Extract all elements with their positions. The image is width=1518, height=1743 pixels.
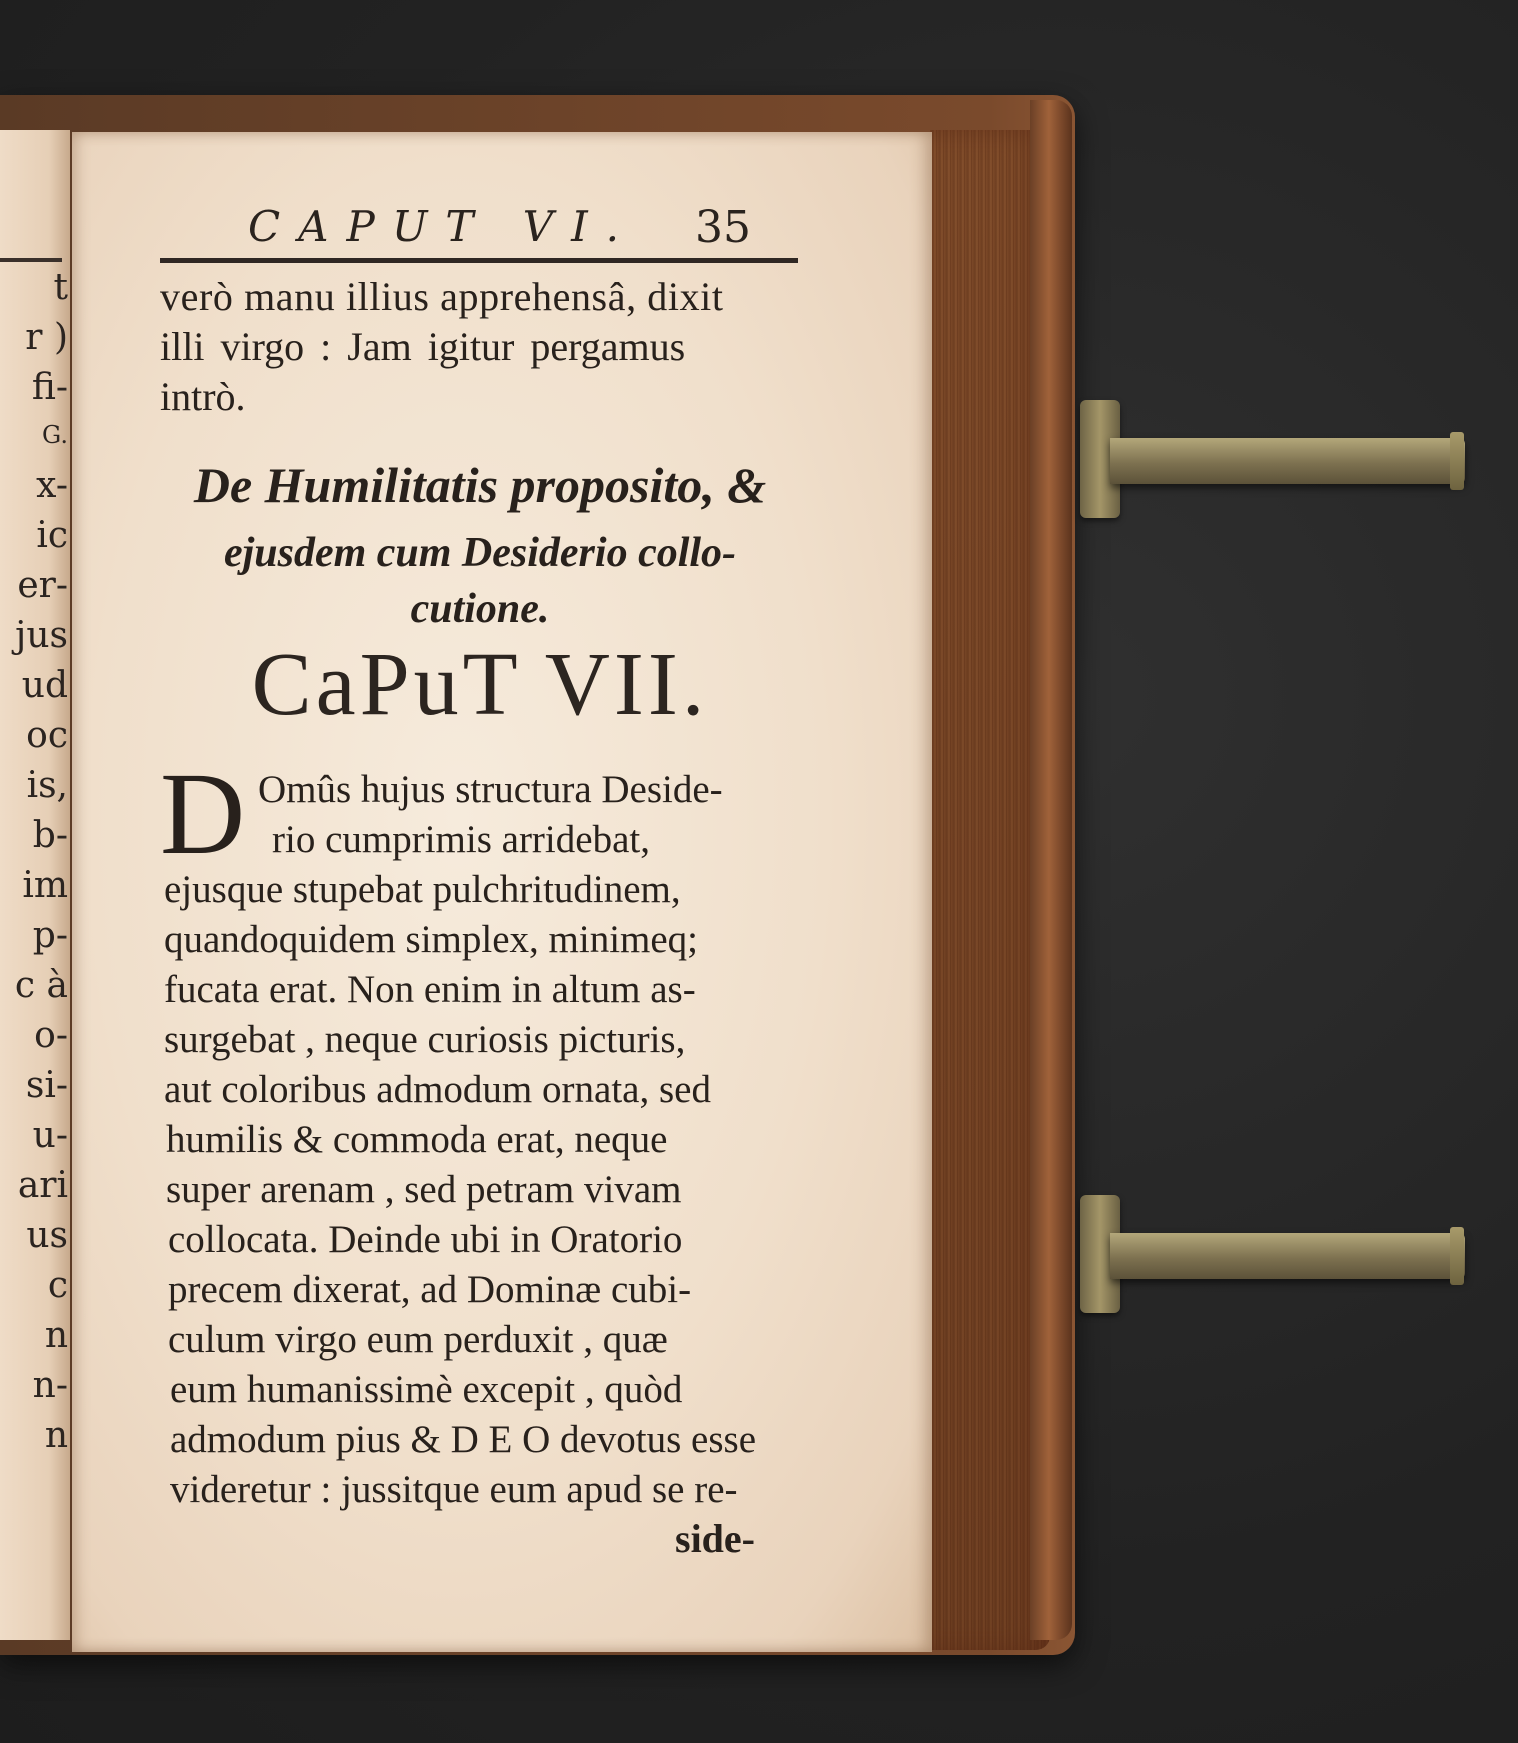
body-line: ejusque stupebat pulchritudinem, — [164, 868, 681, 911]
book-fore-edge-binding — [1030, 100, 1072, 1640]
head-rule — [160, 258, 798, 263]
left-fragment: b- — [32, 815, 68, 856]
body-line: fucata erat. Non enim in altum as- — [164, 968, 696, 1011]
chapter-title-line: ejusdem cum Desiderio collo- — [223, 530, 737, 576]
clasp-bar — [1110, 438, 1465, 484]
left-fragment: fi- — [31, 367, 68, 408]
body-line: culum virgo eum perduxit , quæ — [168, 1318, 668, 1361]
left-fragment: o- — [34, 1015, 68, 1056]
left-fragment: oc — [26, 715, 68, 756]
left-fragment: ic — [36, 515, 68, 556]
left-fragment: n — [44, 1415, 68, 1456]
chapter-title-line: cutione. — [410, 586, 550, 632]
left-fragment: t — [53, 267, 68, 308]
body-line: quandoquidem simplex, minimeq; — [164, 918, 699, 961]
clasp-tip — [1450, 1227, 1464, 1285]
left-fragment: p- — [32, 915, 68, 956]
left-fragment: c à — [14, 965, 68, 1006]
left-fragment: u- — [32, 1115, 68, 1156]
left-fragment: si- — [25, 1065, 68, 1106]
drop-cap: D — [160, 748, 246, 879]
body-line: surgebat , neque curiosis picturis, — [164, 1018, 686, 1061]
clasp-tip — [1450, 432, 1464, 490]
left-fragment: c — [47, 1265, 68, 1306]
continuation-line: verò manu illius apprehensâ, dixit — [160, 274, 724, 319]
page-number: 35 — [695, 202, 751, 253]
left-fragment: n — [44, 1315, 68, 1356]
body-line: aut coloribus admodum ornata, sed — [164, 1068, 711, 1111]
left-page-rule — [0, 258, 62, 262]
left-fragment: us — [26, 1215, 68, 1256]
running-head: CAPUT VI. — [248, 202, 638, 251]
left-fragment: x- — [36, 465, 68, 506]
chapter-title-line: De Humilitatis proposito, & — [193, 457, 767, 513]
catchword: side- — [675, 1516, 755, 1561]
body-line: humilis & commoda erat, neque — [166, 1118, 668, 1161]
body-line: precem dixerat, ad Dominæ cubi- — [168, 1268, 692, 1311]
body-line: rio cumprimis arridebat, — [272, 818, 650, 861]
body-line: eum humanissimè excepit , quòd — [170, 1368, 683, 1411]
left-fragment: G. — [42, 421, 68, 449]
left-fragment: im — [22, 865, 68, 906]
left-fragment: n- — [32, 1365, 68, 1406]
clasp-bar — [1110, 1233, 1465, 1279]
body-line: Omûs hujus structura Deside- — [258, 768, 723, 811]
body-line: admodum pius & D E O devotus esse — [170, 1418, 757, 1461]
left-fragment: r ) — [25, 317, 68, 358]
continuation-line: illi virgo : Jam igitur pergamus — [160, 324, 686, 369]
left-fragment: er- — [17, 565, 68, 606]
left-fragment: ud — [21, 665, 68, 706]
left-fragment: is, — [26, 765, 68, 806]
body-line: collocata. Deinde ubi in Oratorio — [168, 1218, 683, 1261]
body-line: super arenam , sed petram vivam — [166, 1168, 682, 1211]
body-line: videretur : jussitque eum apud se re- — [170, 1468, 738, 1511]
left-fragment: jus — [15, 615, 68, 656]
left-facing-page — [0, 130, 70, 1640]
continuation-line: intrò. — [160, 374, 246, 419]
chapter-heading: CaPuT VII. — [251, 635, 709, 734]
left-fragment: ari — [17, 1165, 68, 1206]
